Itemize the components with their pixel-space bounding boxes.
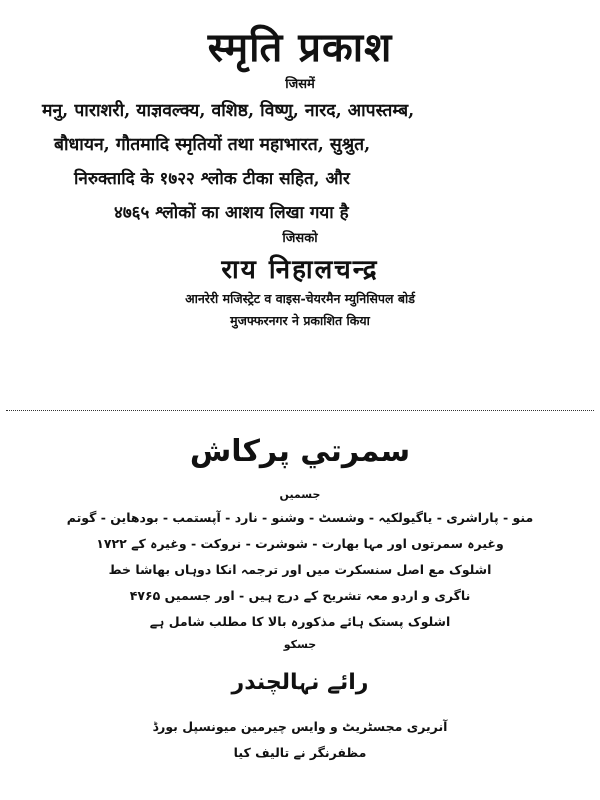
- section-divider: [6, 410, 594, 411]
- urdu-contents-line-2: وغیرہ سمرتوں اور مہا بھارت - شوشرت - نروکت - وغیرہ کے ۱۷۲۲: [96, 536, 504, 551]
- urdu-author-designation: آنریری مجسٹریٹ و وایس چیرمین میونسپل بورڈ: [152, 719, 448, 734]
- hindi-contents-line-3: निरुक्तादि के १७२२ श्लोक टीका सहित, और: [74, 169, 350, 189]
- urdu-title: سمرتي پرکاش: [189, 434, 411, 469]
- hindi-contents-line-4: ४७६५ श्लोकों का आशय लिखा गया है: [114, 203, 349, 223]
- urdu-contents-line-4: ناگری و اردو معہ تشریح کے درج ہیں - اور جسمیں ۴۷۶۵: [129, 588, 471, 603]
- urdu-jisme-label: جسمیں: [279, 488, 321, 501]
- urdu-jisko-label: جسکو: [283, 638, 317, 651]
- hindi-author-name: राय निहालचन्द्र: [221, 255, 379, 285]
- hindi-author-designation: आनरेरी मजिस्ट्रेट व वाइस-चेयरमैन म्युनिसिपल बोर्ड: [185, 291, 415, 306]
- urdu-contents-line-3: اشلوک مع اصل سنسکرت میں اور ترجمہ انکا دوہاں بھاشا خط: [108, 562, 492, 577]
- hindi-publisher-line: मुजफ्फरनगर ने प्रकाशित किया: [230, 313, 370, 328]
- hindi-jisko-label: जिसको: [282, 231, 318, 246]
- urdu-contents-line-1: منو - پاراشری - یاگیولکیہ - وشسٹ - وشنو - نارد - آپستمب - بودھاین - گوتم: [66, 510, 534, 525]
- urdu-contents-line-5: اشلوک پستک ہائے مذکورہ بالا کا مطلب شامل ہے: [149, 614, 451, 629]
- hindi-contents-line-2: बौधायन, गौतमादि स्मृतियों तथा महाभारत, सुश्रुत,: [54, 135, 371, 155]
- hindi-jisme-label: जिसमें: [285, 77, 315, 92]
- hindi-title: स्मृति प्रकाश: [207, 24, 393, 71]
- urdu-publisher-line: مظفرنگر نے تالیف کیا: [233, 745, 367, 760]
- urdu-author-name: رائے نہالچندر: [231, 670, 369, 695]
- hindi-contents-line-1: मनु, पाराशरी, याज्ञवल्क्य, वशिष्ठ, विष्णु, नारद, आपस्तम्ब,: [42, 101, 415, 121]
